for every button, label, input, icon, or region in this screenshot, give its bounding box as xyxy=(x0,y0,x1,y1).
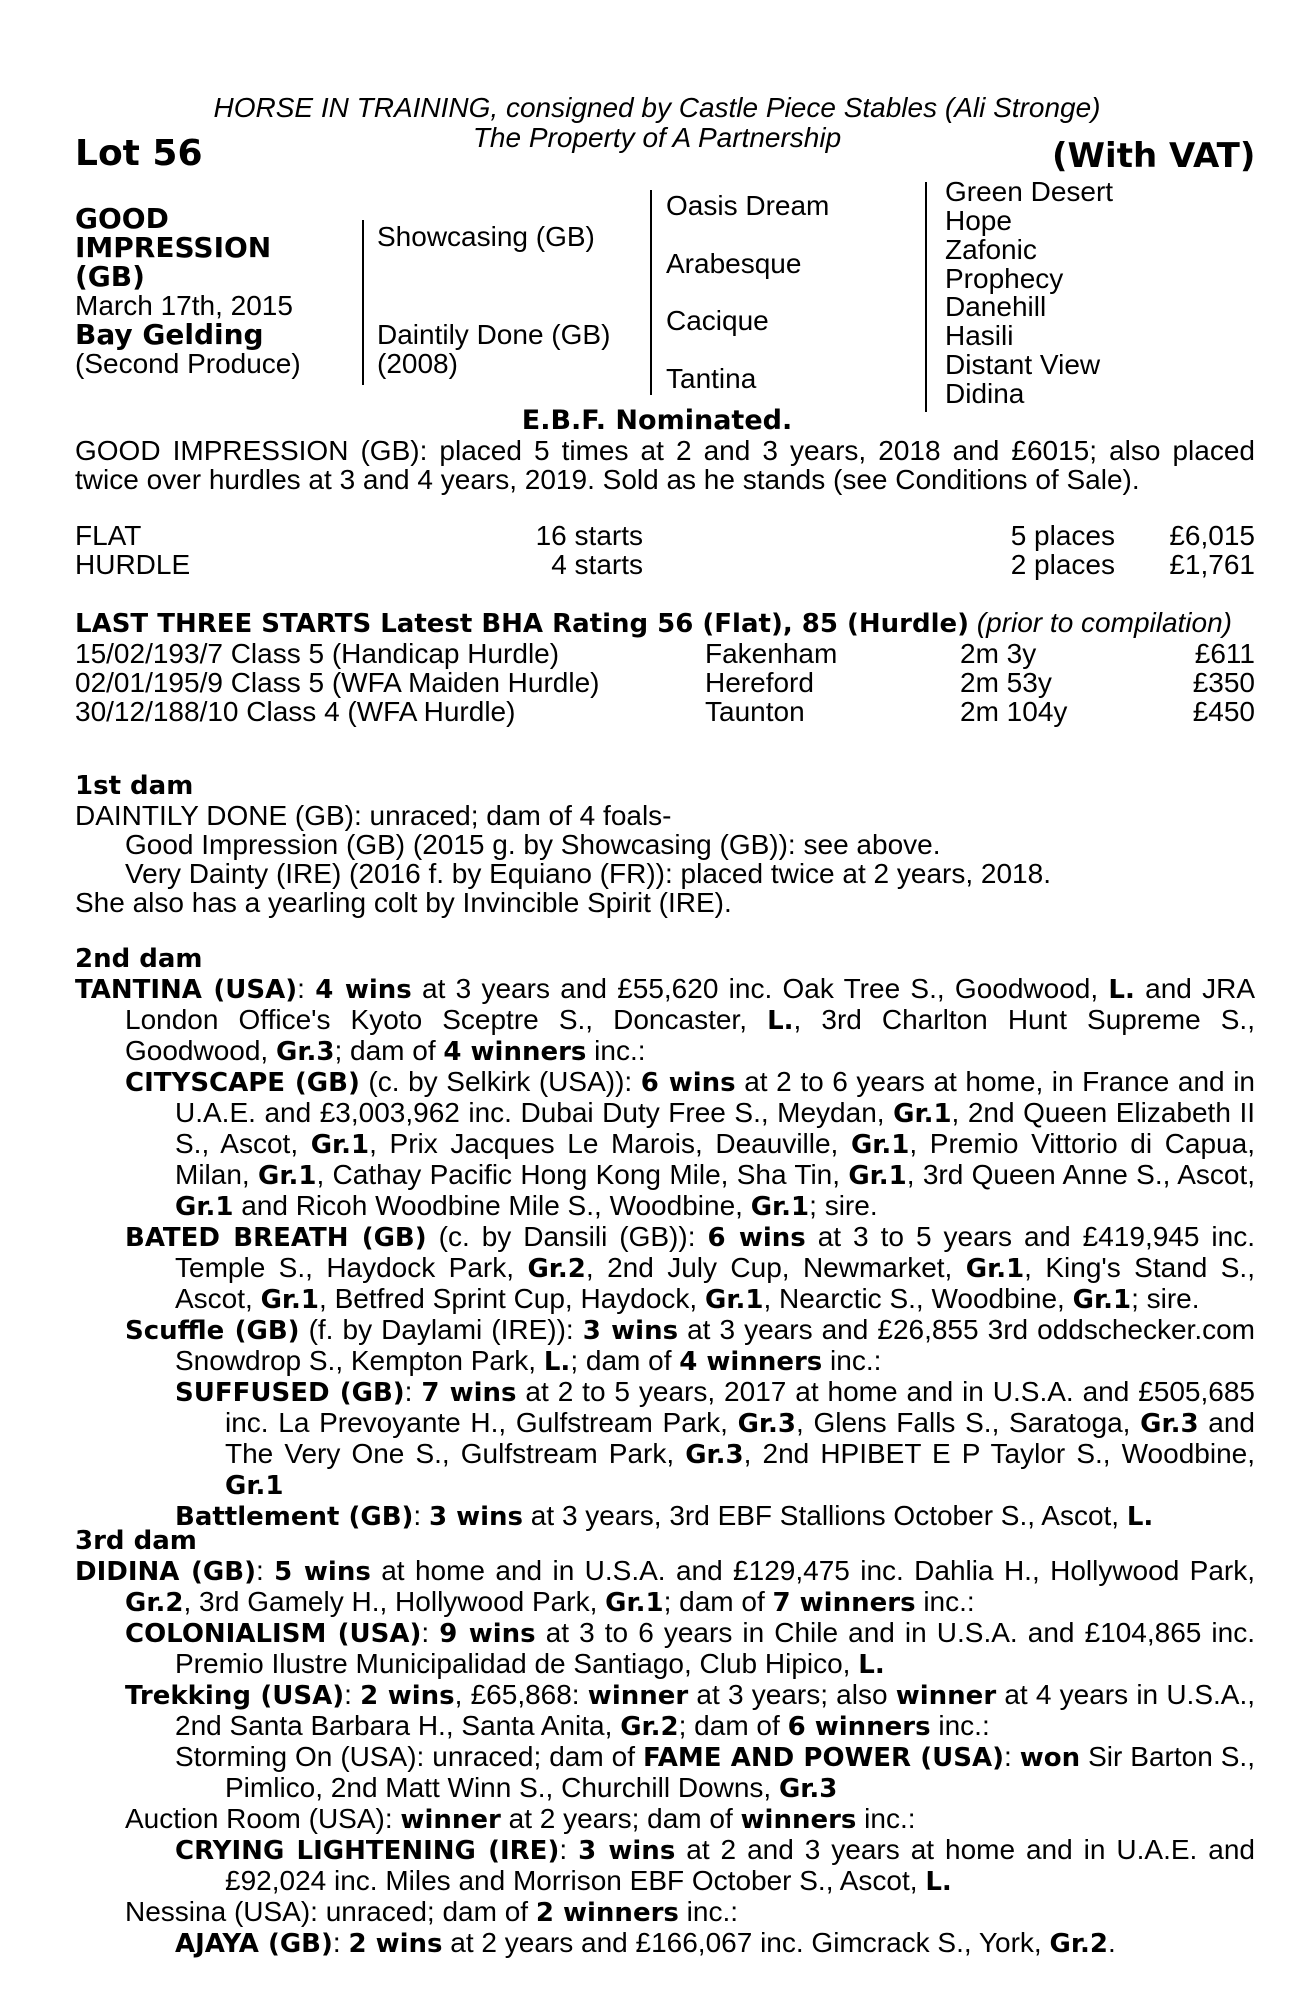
lot-number: Lot 56 xyxy=(75,133,203,174)
start-date: 30/12/18 xyxy=(75,696,184,727)
pedigree-dam-year: (2008) xyxy=(377,348,458,379)
first-dam-yearling: She also has a yearling colt by Invincible Spirit (IRE). xyxy=(75,887,732,918)
record-starts: 4 starts xyxy=(551,549,643,580)
bated-breath-name: BATED BREATH (GB) xyxy=(125,1223,427,1253)
suffused-entry: SUFFUSED (GB): 7 wins at 2 to 5 years, 2017 at home and in U.S.A. and £505,685 inc. La Prevoyante H., Gulfstream Park, Gr.3, Glens Falls S., Saratoga, Gr.3 and The Very One S., Gulfstream Park, Gr.3, 2nd HPIBET E P Taylor S., Woodbine, Gr.1 xyxy=(175,1376,1256,1501)
race-summary: GOOD IMPRESSION (GB): placed 5 times at 2 and 3 years, 2018 and £6015; also placed twice over hurdles at 3 and 4 years, 2019. Sold as he stands (see Conditions of Sale). xyxy=(75,435,1255,495)
first-dam-intro: DAINTILY DONE (GB): unraced; dam of 4 foals- xyxy=(75,800,672,831)
pedigree-gs-1: Oasis Dream xyxy=(666,190,830,221)
horse-dob: March 17th, 2015 xyxy=(75,290,293,321)
trekking-entry: Trekking (USA): 2 wins, £65,868: winner at 3 years; also winner at 4 years in U.S.A., 2nd Santa Barbara H., Santa Anita, Gr.2; dam of 6 winners inc.: xyxy=(125,1679,1256,1742)
last-three-starts xyxy=(75,608,1255,726)
last-three-heading: LAST THREE STARTS Latest BHA Rating 56 (Flat), 85 (Hurdle) xyxy=(75,609,970,639)
start-row xyxy=(75,668,1255,697)
battlement-name: Battlement (GB) xyxy=(175,1502,414,1532)
race-record xyxy=(75,521,1255,579)
first-dam-heading: 1st dam xyxy=(75,771,194,801)
horse-produce: (Second Produce) xyxy=(75,348,301,379)
record-places: 5 places xyxy=(1010,520,1115,551)
trekking-name: Trekking (USA) xyxy=(125,1681,345,1711)
start-race: 5/9 Class 5 (WFA Maiden Hurdle) xyxy=(184,667,600,698)
third-dam-heading: 3rd dam xyxy=(75,1526,197,1556)
suffused-name: SUFFUSED (GB) xyxy=(175,1378,405,1408)
scuffle-entry: Scuffle (GB) (f. by Daylami (IRE)): 3 wins at 3 years and £26,855 3rd oddschecker.com Snowdrop S., Kempton Park, L.; dam of 4 winners inc.: xyxy=(125,1314,1256,1377)
last-three-note: (prior to compilation) xyxy=(976,607,1232,638)
cityscape-name: CITYSCAPE (GB) xyxy=(125,1068,360,1098)
start-course: Fakenham xyxy=(705,638,838,669)
horse-sex: Bay Gelding xyxy=(75,318,264,351)
start-prize: £450 xyxy=(1192,696,1255,727)
cityscape-entry: CITYSCAPE (GB) (c. by Selkirk (USA)): 6 wins at 2 to 6 years at home, in France and in U.A.E. and £3,003,962 inc. Dubai Duty Free S., Meydan, Gr.1, 2nd Queen Elizabeth II S., Ascot, Gr.1, Prix Jacques Le Marois, Deauville, Gr.1, Premio Vittorio di Capua, Milan, Gr.1, Cathay Pacific Hong Kong Mile, Sha Tin, Gr.1, 3rd Queen Anne S., Ascot, Gr.1 and Ricoh Woodbine Mile S., Woodbine, Gr.1; sire. xyxy=(125,1066,1256,1222)
start-row xyxy=(75,639,1255,668)
horse-name-2: IMPRESSION xyxy=(75,231,272,264)
pedigree-line-1 xyxy=(362,220,364,385)
second-dam-section xyxy=(75,943,1255,1532)
horse-name-1: GOOD xyxy=(75,202,169,235)
pedigree-ggs-3: Zafonic xyxy=(945,234,1037,265)
colonialism-entry: COLONIALISM (USA): 9 wins at 3 to 6 years in Chile and in U.S.A. and £104,865 inc. Premio Ilustre Municipalidad de Santiago, Club Hipico, L. xyxy=(125,1617,1255,1680)
start-race: 8/10 Class 4 (WFA Hurdle) xyxy=(184,696,516,727)
tantina-entry: TANTINA (USA): 4 wins at 3 years and £55,620 inc. Oak Tree S., Goodwood, L. and JRA London Office's Kyoto Sceptre S., Doncaster, L., 3rd Charlton Hunt Supreme S., Goodwood, Gr.3; dam of 4 winners inc.: xyxy=(75,973,1256,1067)
pedigree-sire: Showcasing (GB) xyxy=(377,221,595,252)
third-dam-section xyxy=(75,1525,1255,1959)
start-date: 15/02/19 xyxy=(75,638,184,669)
pedigree-gs-4: Tantina xyxy=(666,363,757,394)
start-course: Taunton xyxy=(705,696,805,727)
first-dam-section xyxy=(75,770,1255,917)
start-date: 02/01/19 xyxy=(75,667,184,698)
vat-status: (With VAT) xyxy=(1052,136,1256,176)
pedigree-ggs-7: Distant View xyxy=(945,349,1101,380)
ebf-nomination: E.B.F. Nominated. xyxy=(521,405,793,436)
start-distance: 2m 53y xyxy=(960,667,1052,698)
tantina-name: TANTINA (USA) xyxy=(75,975,298,1005)
start-course: Hereford xyxy=(705,667,814,698)
start-prize: £350 xyxy=(1192,667,1255,698)
record-type: FLAT xyxy=(75,520,142,551)
pedigree-dam: Daintily Done (GB) xyxy=(377,319,611,350)
start-row xyxy=(75,697,1255,726)
auction-room-entry: Auction Room (USA): winner at 2 years; dam of winners inc.: xyxy=(125,1803,916,1835)
pedigree-ggs-6: Hasili xyxy=(945,320,1014,351)
ajaya-name: AJAYA (GB) xyxy=(175,1929,333,1959)
first-dam-foal-1: Good Impression (GB) (2015 g. by Showcasing (GB)): see above. xyxy=(125,829,941,860)
pedigree-gs-2: Arabesque xyxy=(666,248,802,279)
first-dam-foal-2: Very Dainty (IRE) (2016 f. by Equiano (FR)): placed twice at 2 years, 2018. xyxy=(125,858,1051,889)
record-amount: £6,015 xyxy=(1169,520,1255,551)
consignor-line: HORSE IN TRAINING, consigned by Castle Piece Stables (Ali Stronge) xyxy=(213,92,1101,123)
crying-lightening-name: CRYING LIGHTENING (IRE) xyxy=(175,1836,560,1866)
crying-lightening-entry: CRYING LIGHTENING (IRE): 3 wins at 2 and 3 years at home and in U.A.E. and £92,024 inc. Miles and Morrison EBF October S., Ascot, L. xyxy=(175,1834,1255,1897)
pedigree-ggs-4: Prophecy xyxy=(945,263,1064,294)
record-starts: 16 starts xyxy=(535,520,643,551)
property-line: The Property of A Partnership xyxy=(472,122,842,153)
start-distance: 2m 104y xyxy=(960,696,1068,727)
ajaya-entry: AJAYA (GB): 2 wins at 2 years and £166,067 inc. Gimcrack S., York, Gr.2. xyxy=(175,1927,1116,1959)
record-places: 2 places xyxy=(1010,549,1115,580)
record-type: HURDLE xyxy=(75,549,191,580)
scuffle-name: Scuffle (GB) xyxy=(125,1316,300,1346)
start-race: 3/7 Class 5 (Handicap Hurdle) xyxy=(184,638,560,669)
pedigree-ggs-2: Hope xyxy=(945,205,1012,236)
pedigree-ggs-5: Danehill xyxy=(945,291,1047,322)
pedigree-ggs-8: Didina xyxy=(945,378,1025,409)
didina-name: DIDINA (GB) xyxy=(75,1557,256,1587)
start-distance: 2m 3y xyxy=(960,638,1037,669)
record-row-hurdle xyxy=(75,550,1255,579)
colonialism-name: COLONIALISM (USA) xyxy=(125,1619,422,1649)
nessina-entry: Nessina (USA): unraced; dam of 2 winners inc.: xyxy=(125,1896,739,1928)
pedigree-gs-3: Cacique xyxy=(666,305,769,336)
record-amount: £1,761 xyxy=(1169,549,1255,580)
didina-entry: DIDINA (GB): 5 wins at home and in U.S.A. and £129,475 inc. Dahlia H., Hollywood Park, Gr.2, 3rd Gamely H., Hollywood Park, Gr.1; dam of 7 winners inc.: xyxy=(75,1555,1256,1618)
start-prize: £611 xyxy=(1194,638,1255,669)
storming-on-entry: Storming On (USA): unraced; dam of FAME AND POWER (USA): won Sir Barton S., Pimlico, 2nd Matt Winn S., Churchill Downs, Gr.3 xyxy=(175,1741,1255,1804)
bated-breath-entry: BATED BREATH (GB) (c. by Dansili (GB)): 6 wins at 3 to 5 years and £419,945 inc. Temple S., Haydock Park, Gr.2, 2nd July Cup, Newmarket, Gr.1, King's Stand S., Ascot, Gr.1, Betfred Sprint Cup, Haydock, Gr.1, Nearctic S., Woodbine, Gr.1; sire. xyxy=(125,1221,1255,1315)
second-dam-heading: 2nd dam xyxy=(75,944,203,974)
battlement-entry: Battlement (GB): 3 wins at 3 years, 3rd EBF Stallions October S., Ascot, L. xyxy=(175,1500,1154,1532)
pedigree-line-2 xyxy=(650,190,652,395)
pedigree-line-3 xyxy=(925,182,927,412)
record-row-flat xyxy=(75,521,1255,550)
pedigree-ggs-1: Green Desert xyxy=(945,176,1114,207)
horse-name-3: (GB) xyxy=(75,260,145,293)
